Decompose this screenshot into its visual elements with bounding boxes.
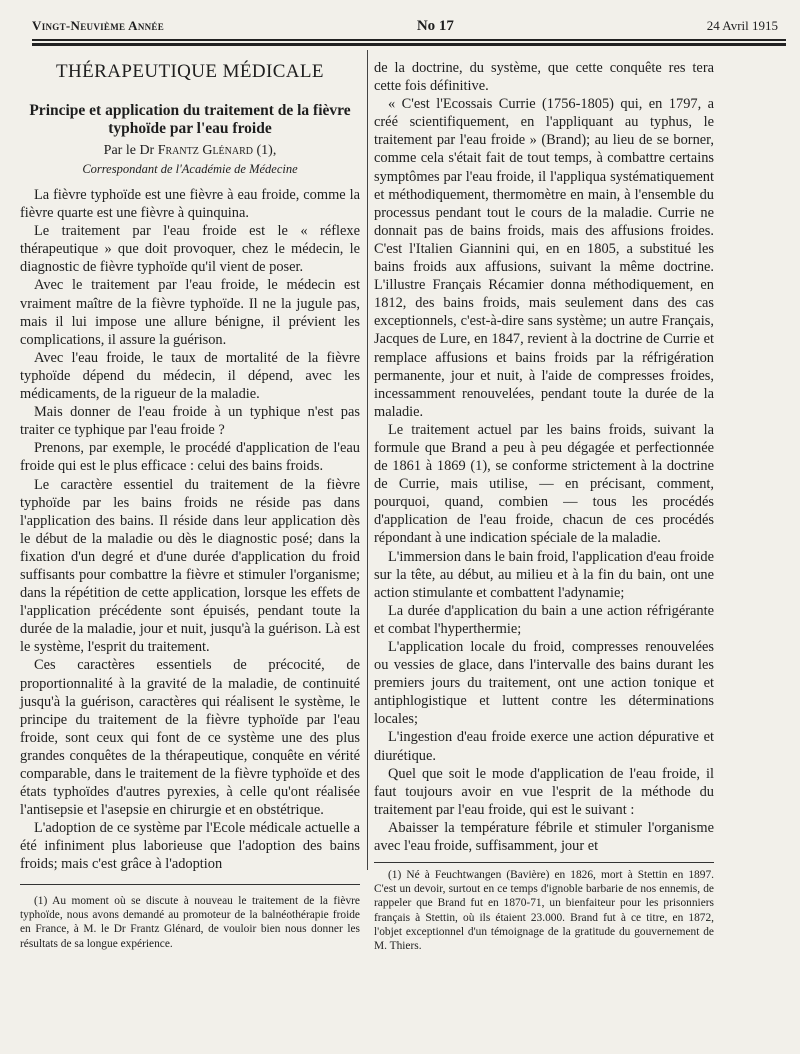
footnote-rule-right [374, 862, 714, 863]
article-title-line1: Principe et application du traitement de la fièvre [29, 102, 351, 119]
footnote-rule-left [20, 884, 360, 885]
paragraph: de la doctrine, du système, que cette conquête res tera cette fois définitive. [374, 60, 714, 95]
paragraph: Abaisser la température fébrile et stimuler l'organisme avec l'eau froide, suffisamment, jour et [374, 819, 714, 855]
paragraph: L'ingestion d'eau froide exerce une action dépurative et diurétique. [374, 729, 714, 764]
paragraph: « C'est l'Ecossais Currie (1756-1805) qui, en 1797, a créé scientifiquement, en l'appliquant au typhus, le traitement par l'eau froide » (Brand); au lieu de se borner, comme cela s'était fait de tout temps, à combattre certains symptômes par l'eau froide, il l'appliqua systématiquement et méthodiquement, thermomètre en main, à l'ensemble du processus pendant tout le cours de la maladie. Currie ne donnait pas de bains froids, mais des affusions froides. C'est l'Italien Giannini qui, en en 1805, a substitué les bains froids aux affusions, suivant la même doctrine. L'illustre Français Récamier donna méthodiquement, en 1812, des bains froids, mais seulement dans des cas exceptionnels, c'est-à-dire sans système; un autre Français, Jacques de Lure, en 1847, revient à la doctrine de Currie et remplace affusions et bains froids par la réfrigération permanente, jour et nuit, à l'aide de compresses froides, incessamment renouvelées, pendant toute la durée de la maladie. [374, 96, 714, 420]
header-rule-thick [32, 43, 786, 46]
author-affiliation: Correspondant de l'Académie de Médecine [82, 162, 298, 176]
header-date: 24 Avril 1915 [706, 18, 778, 33]
article-title-line2: typhoïde par l'eau froide [108, 120, 272, 137]
paragraph: L'application locale du froid, compresses renouvelées ou vessies de glace, dans l'intervalle des bains durant les premiers jours du traitement, ont une action tonique et antiphlogistique et luttent contre les déterminations locales; [374, 639, 714, 728]
footnote-text: (1) Né à Feuchtwangen (Bavière) en 1826, mort à Stettin en 1897. C'est un devoir, surtout en ce temps d'ignoble barbarie de nos ennemis, de rappeler que Brand fut en 1870-71, un bienfaiteur pour les prisonniers français à Stettin, où ils étaient 23.000. Brand fut à ce titre, en 1872, l'objet exceptionnel d'un témoignage de la gratitude du gouvernement de M. Thiers. [374, 869, 714, 953]
footnote-left [20, 894, 360, 951]
paragraph: L'immersion dans le bain froid, l'application d'eau froide sur la tête, au début, au milieu et à la fin du bain, ont une action stimulante et combattent l'adynamie; [374, 548, 714, 601]
byline [20, 142, 360, 160]
paragraph: Ces caractères essentiels de précocité, de proportionnalité à la gravité de la maladie, de continuité jusqu'à la guérison, caractères qui réalisent le système, le principe du traitement de la fièvre typhoïde par l'eau froide, sont ceux qui font de ce système une des plus grandes conquêtes de la thérapeutique, conquête en vérité comparable, dans le traitement de la fièvre typhoïde et des états typhoïdes d'autres pyrexies, à celle qu'ont réalisée l'antisepsie et l'asepsie en chirurgie et en obstétrique. [20, 657, 360, 819]
paragraph: Avec le traitement par l'eau froide, le médecin est vraiment maître de la fièvre typhoïde. Il ne la jugule pas, mais il lui impose une allure bénigne, il prévient les complications, il assure la guérison. [20, 277, 360, 348]
paragraph: La durée d'application du bain a une action réfrigérante et combat l'hyperthermie; [374, 602, 714, 637]
author-name: Frantz Glénard [157, 143, 253, 158]
left-column [20, 60, 360, 874]
running-header [32, 14, 778, 38]
article-title [20, 102, 360, 138]
paragraph: L'adoption de ce système par l'Ecole médicale actuelle a été infiniment plus laborieuse que l'adoption des bains froids; mais c'est grâce à l'adoption [20, 820, 360, 873]
paragraph: Mais donner de l'eau froide à un typhique n'est pas traiter ce typhique par l'eau froide ? [20, 404, 360, 439]
byline-footnote-ref: (1), [256, 143, 277, 158]
footnote-text: (1) Au moment où se discute à nouveau le traitement de la fièvre typhoïde, nous avons demandé au promoteur de la balnéothérapie froide en France, à M. le Dr Frantz Glénard, de vouloir bien nous donner les résultats de sa longue expérience. [20, 895, 360, 950]
header-issue-number: No 17 [416, 17, 454, 34]
paragraph: Quel que soit le mode d'application de l'eau froide, il faut toujours avoir en vue l'esprit de la méthode du traitement par l'eau froide, qui est le suivant : [374, 765, 714, 818]
header-rule-thin [32, 39, 786, 41]
right-column [374, 59, 714, 855]
paragraph: Le caractère essentiel du traitement de la fièvre typhoïde par les bains froids ne réside pas dans l'application des bains. Il réside dans leur application dès le début de la maladie ou dès le diagnostic posé; dans la fixation d'un degré et d'une durée d'application du froid suffisants pour combattre la fièvre et stimuler l'organisme; dans la répétition de cette application, lorsque les effets de l'application précédente sont épuisés, pendant toute la durée de la maladie, jour et nuit, jusqu'à la guérison. Là est le système, l'esprit du traitement. [20, 476, 360, 656]
paragraph: Avec l'eau froide, le taux de mortalité de la fièvre typhoïde dépend du médecin, il dépend, avec les médicaments, de la rigueur de la maladie. [20, 349, 360, 403]
header-volume: Vingt-Neuvième Année [32, 18, 165, 33]
column-divider [367, 50, 368, 870]
footnote-right [374, 868, 714, 953]
paragraph: Le traitement actuel par les bains froids, suivant la formule que Brand a peu à peu dégagée et perfectionnée de 1861 à 1869 (1), se conforme strictement à la doctrine de Currie, mais utilise, — en précisant, comment, pourquoi, quand, combien — tous les procédés d'application de l'eau froide, chacun de ces procédés répondant à une indication spéciale de la maladie. [374, 421, 714, 547]
paragraph: Prenons, par exemple, le procédé d'application de l'eau froide qui est le plus efficace : celui des bains froids. [20, 440, 360, 475]
paragraph: Le traitement par l'eau froide est le « réflexe thérapeutique » que doit provoquer, chez le médecin, le diagnostic de fièvre typhoïde qu'il vient de poser. [20, 223, 360, 276]
byline-prefix: Par le Dr [103, 143, 155, 158]
section-title: THÉRAPEUTIQUE MÉDICALE [56, 61, 324, 82]
paragraph: La fièvre typhoïde est une fièvre à eau froide, comme la fièvre quarte est une fièvre à quinquina. [20, 187, 360, 222]
